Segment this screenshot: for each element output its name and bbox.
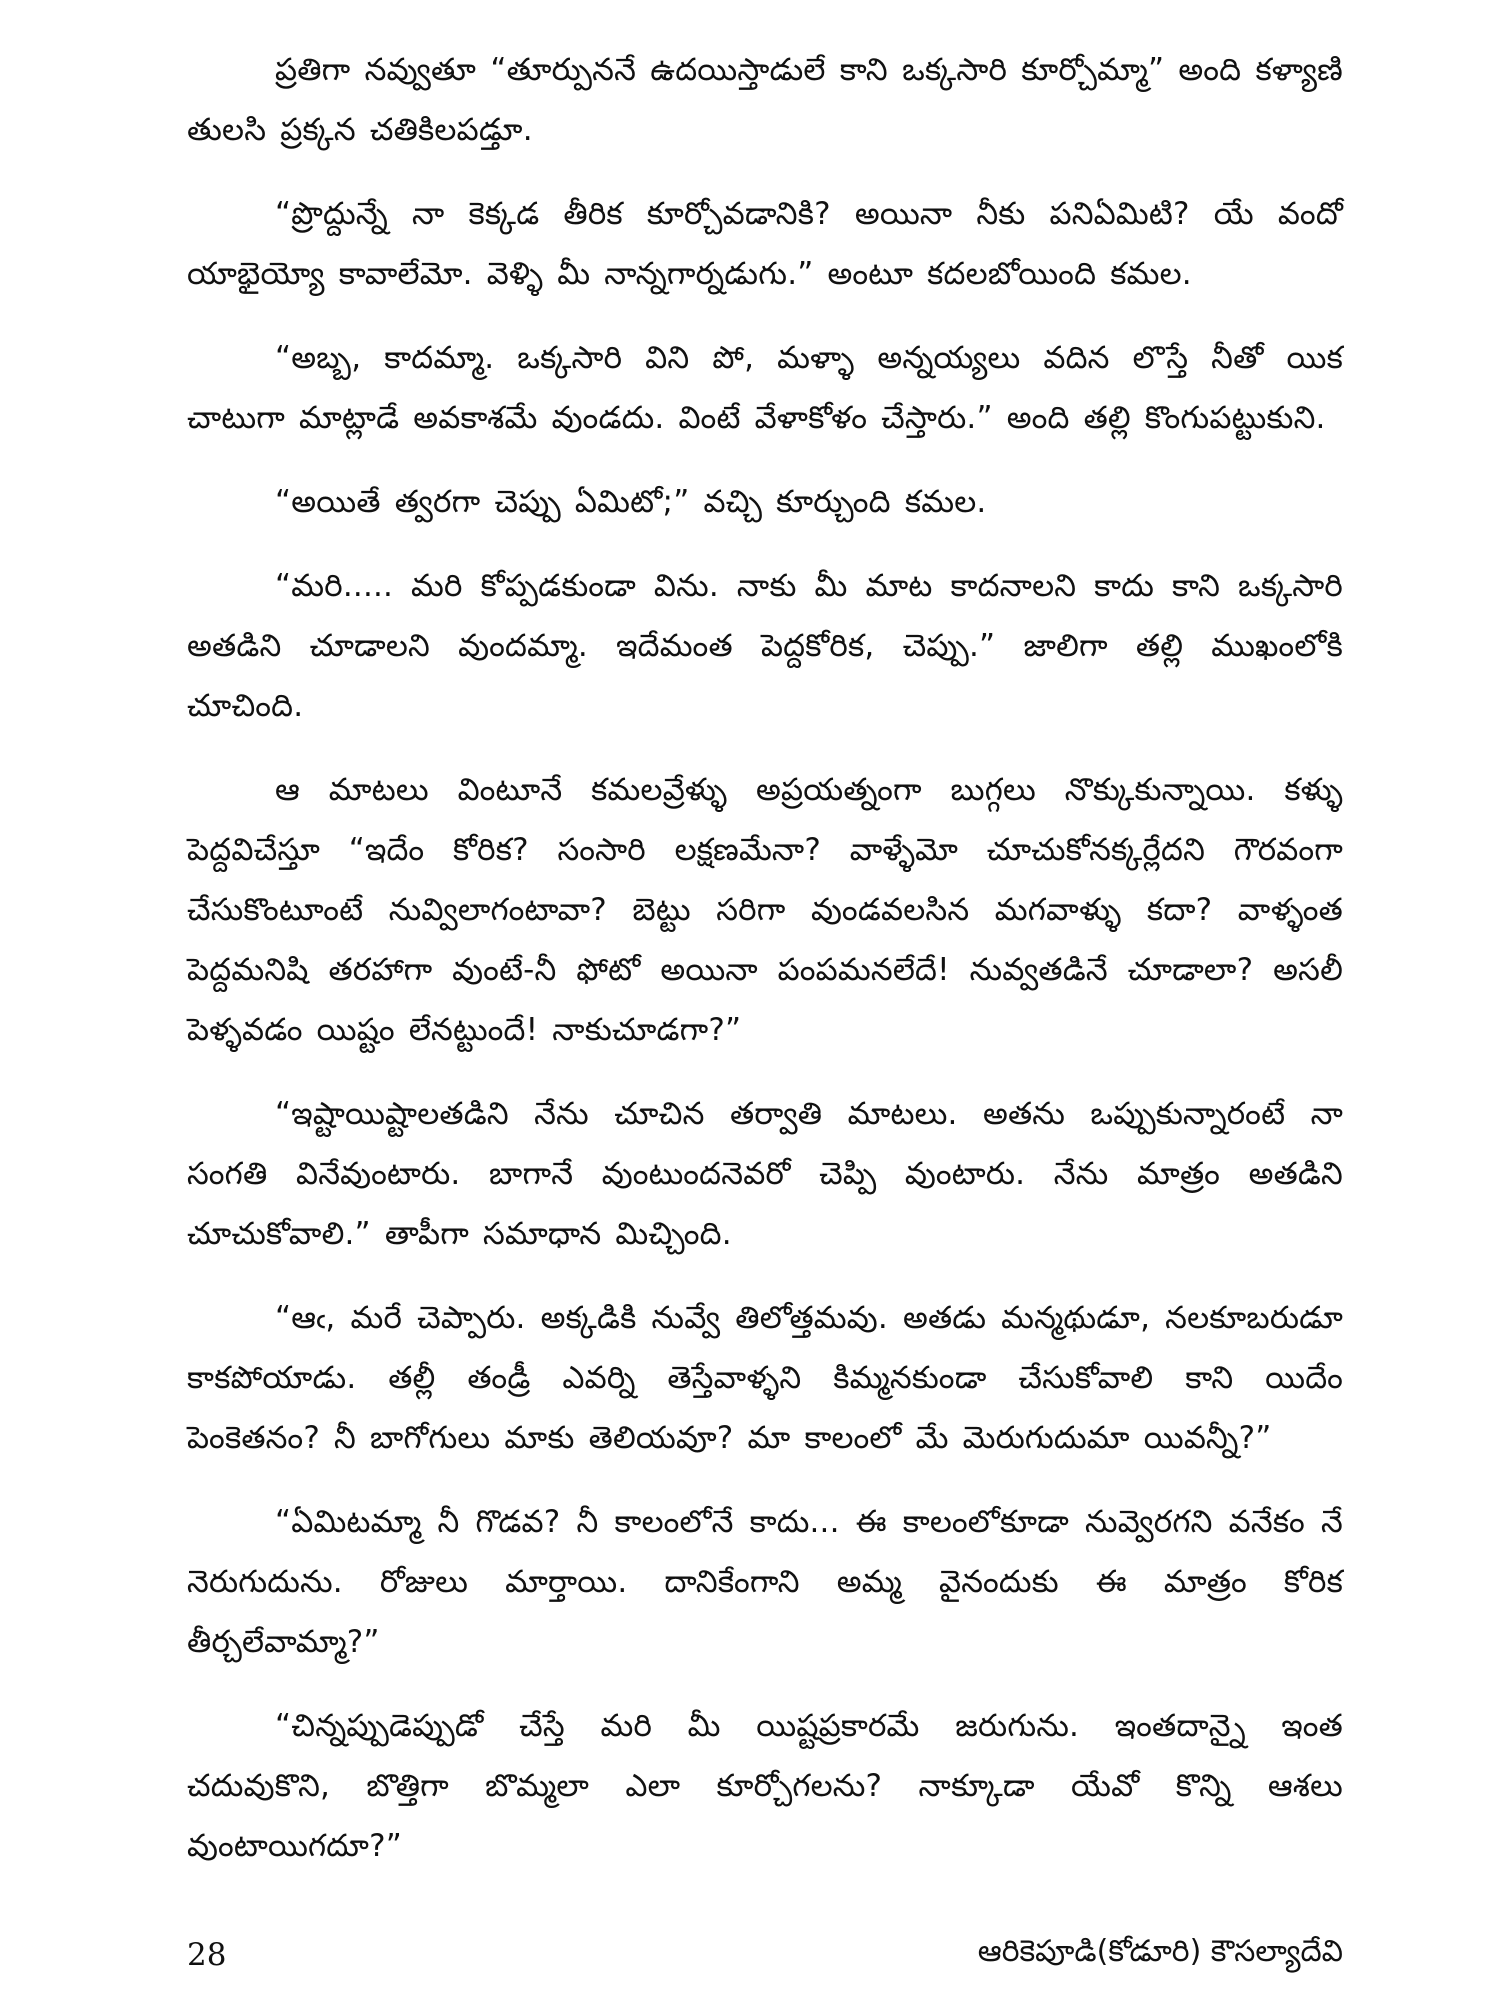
paragraph: “మరి..... మరి కోప్పడకుండా విను. నాకు మీ మాట కాదనాలని కాదు కాని ఒక్కసారి అతడిని చూడాలని వుందమ్మా. ఇదేమంత పెద్దకోరిక, చెప్పు.” జాలిగా తల్లి ముఖంలోకి చూచింది. [187,568,1343,724]
paragraph: “ఆఁ, మరే చెప్పారు. అక్కడికి నువ్వే తిలోత్తమవు. అతడు మన్మథుడూ, నలకూబరుడూ కాకపోయాడు. తల్లీ తండ్రీ ఎవర్ని తెస్తేవాళ్ళని కిమ్మనకుండా చేసుకోవాలి కాని యిదేం పెంకెతనం? నీ బాగోగులు మాకు తెలియవూ? మా కాలంలో మే మెరుగుదుమా యివన్నీ?” [187,1300,1343,1456]
paragraph: ప్రతిగా నవ్వుతూ “తూర్పుననే ఉదయిస్తాడులే కాని ఒక్కసారి కూర్చోమ్మా” అంది కళ్యాణి తులసి ప్రక్కన చతికిలపడ్తూ. [187,52,1343,148]
paragraph: ఆ మాటలు వింటూనే కమలవ్రేళ్ళు అప్రయత్నంగా బుగ్గలు నొక్కుకున్నాయి. కళ్ళు పెద్దవిచేస్తూ “ఇదేం కోరిక? సంసారి లక్షణమేనా? వాళ్ళేమో చూచుకోనక్కర్లేదని గౌరవంగా చేసుకొంటూంటే నువ్విలాగంటావా? బెట్టు సరిగా వుండవలసిన మగవాళ్ళు కదా? వాళ్ళంత పెద్దమనిషి తరహాగా వుంటే-నీ ఫోటో అయినా పంపమనలేదే! నువ్వతడినే చూడాలా? అసలీ పెళ్ళవడం యిష్టం లేనట్టుందే! నాకుచూడగా?” [187,772,1343,1048]
paragraph: “అయితే త్వరగా చెప్పు ఏమిటో;” వచ్చి కూర్చుంది కమల. [275,484,987,520]
page-number: 28 [187,1937,227,1973]
page-body-text [187,40,1343,1900]
paragraph: “ఇష్టాయిష్టాలతడిని నేను చూచిన తర్వాతి మాటలు. అతను ఒప్పుకున్నారంటే నా సంగతి వినేవుంటారు. బాగానే వుంటుందనెవరో చెప్పి వుంటారు. నేను మాత్రం అతడిని చూచుకోవాలి.” తాపీగా సమాధాన మిచ్చింది. [187,1096,1343,1252]
paragraph: “ప్రొద్దున్నే నా కెక్కడ తీరిక కూర్చోవడానికి? అయినా నీకు పనిఏమిటి? యే వందో యాభైయ్యో కావాలేమో. వెళ్ళి మీ నాన్నగార్నడుగు.” అంటూ కదలబోయింది కమల. [187,196,1343,292]
author-running-footer: ఆరికెపూడి(కోడూరి) కౌసల్యాదేవి [977,1934,1343,1969]
paragraph: “ఏమిటమ్మా నీ గొడవ? నీ కాలంలోనే కాదు... ఈ కాలంలోకూడా నువ్వెరగని వనేకం నే నెరుగుదును. రోజులు మార్తాయి. దానికేంగాని అమ్మ వైనందుకు ఈ మాత్రం కోరిక తీర్చలేవామ్మా?” [187,1504,1343,1660]
page-footer [187,1930,1343,1980]
paragraph: “చిన్నప్పుడెప్పుడో చేస్తే మరి మీ యిష్టప్రకారమే జరుగును. ఇంతదాన్నై ఇంత చదువుకొని, బొత్తిగా బొమ్మలా ఎలా కూర్చోగలను? నాక్కూడా యేవో కొన్ని ఆశలు వుంటాయిగదూ?” [187,1708,1343,1864]
paragraph: “అబ్బ, కాదమ్మా. ఒక్కసారి విని పో, మళ్ళా అన్నయ్యలు వదిన లొస్తే నీతో యిక చాటుగా మాట్లాడే అవకాశమే వుండదు. వింటే వేళాకోళం చేస్తారు.” అంది తల్లి కొంగుపట్టుకుని. [187,340,1343,436]
